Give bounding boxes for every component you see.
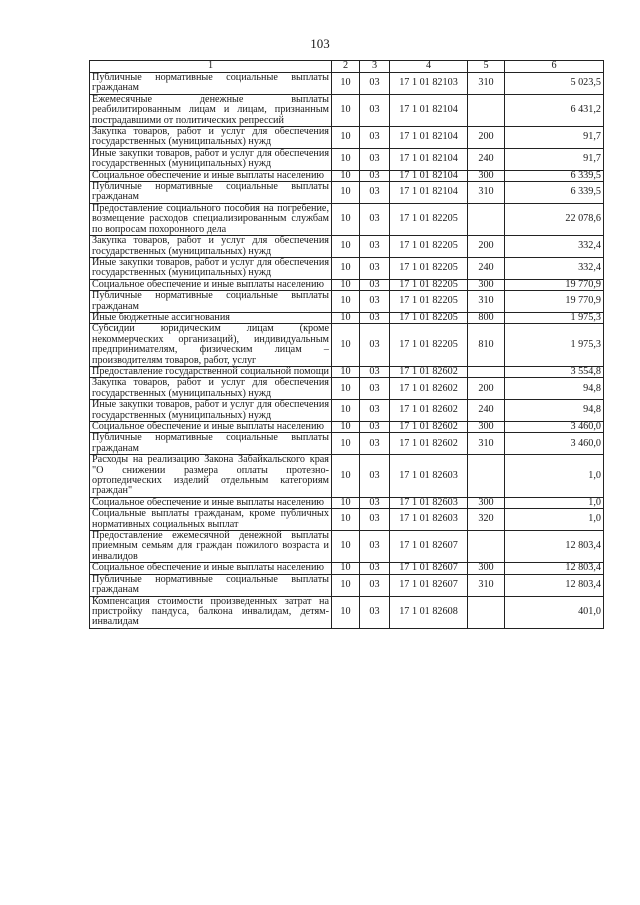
row-target-article-cell: 17 1 01 82104 (390, 182, 468, 204)
row-section-cell: 10 (332, 94, 360, 126)
row-section-cell: 10 (332, 497, 360, 508)
row-amount-cell: 6 339,5 (505, 182, 604, 204)
row-amount-cell: 19 770,9 (505, 291, 604, 313)
row-section-cell: 10 (332, 455, 360, 498)
table-row (90, 73, 604, 95)
table-row (90, 236, 604, 258)
row-amount-cell: 6 431,2 (505, 94, 604, 126)
row-subsection-cell: 03 (360, 531, 390, 563)
header-col-3: 3 (360, 61, 390, 73)
row-section-cell: 10 (332, 127, 360, 149)
table-row (90, 509, 604, 531)
row-name-cell: Социальное обеспечение и иные выплаты населению (90, 497, 332, 508)
row-subsection-cell: 03 (360, 73, 390, 95)
row-subsection-cell: 03 (360, 291, 390, 313)
row-section-cell: 10 (332, 422, 360, 433)
page-number: 103 (310, 36, 330, 51)
row-target-article-cell: 17 1 01 82603 (390, 455, 468, 498)
row-expense-type-cell: 200 (468, 127, 505, 149)
row-subsection-cell: 03 (360, 279, 390, 290)
row-subsection-cell: 03 (360, 312, 390, 323)
row-amount-cell: 3 460,0 (505, 422, 604, 433)
row-target-article-cell: 17 1 01 82603 (390, 509, 468, 531)
table-row (90, 455, 604, 498)
row-subsection-cell: 03 (360, 378, 390, 400)
row-section-cell: 10 (332, 400, 360, 422)
row-expense-type-cell: 240 (468, 148, 505, 170)
row-subsection-cell: 03 (360, 509, 390, 531)
row-expense-type-cell: 310 (468, 433, 505, 455)
table-row (90, 279, 604, 290)
row-target-article-cell: 17 1 01 82602 (390, 422, 468, 433)
row-section-cell: 10 (332, 574, 360, 596)
row-amount-cell: 94,8 (505, 400, 604, 422)
row-name-cell: Публичные нормативные социальные выплаты гражданам (90, 433, 332, 455)
row-subsection-cell: 03 (360, 497, 390, 508)
row-expense-type-cell (468, 366, 505, 377)
header-col-1: 1 (90, 61, 332, 73)
row-name-cell: Закупка товаров, работ и услуг для обеспечения государственных (муниципальных) нужд (90, 378, 332, 400)
row-amount-cell: 12 803,4 (505, 531, 604, 563)
table-body (90, 73, 604, 629)
row-section-cell: 10 (332, 509, 360, 531)
row-subsection-cell: 03 (360, 148, 390, 170)
row-subsection-cell: 03 (360, 324, 390, 367)
row-target-article-cell: 17 1 01 82603 (390, 497, 468, 508)
row-expense-type-cell: 200 (468, 378, 505, 400)
row-target-article-cell: 17 1 01 82205 (390, 279, 468, 290)
row-section-cell: 10 (332, 182, 360, 204)
row-expense-type-cell (468, 596, 505, 628)
row-target-article-cell: 17 1 01 82103 (390, 73, 468, 95)
row-subsection-cell: 03 (360, 400, 390, 422)
row-section-cell: 10 (332, 257, 360, 279)
table-row (90, 148, 604, 170)
row-subsection-cell: 03 (360, 203, 390, 235)
table-row (90, 574, 604, 596)
table-row (90, 182, 604, 204)
row-name-cell: Ежемесячные денежные выплаты реабилитированным лицам и лицам, признанным пострадавшими от политических репрессий (90, 94, 332, 126)
row-expense-type-cell: 200 (468, 236, 505, 258)
table-row (90, 291, 604, 313)
table-header-row (90, 61, 604, 73)
row-expense-type-cell: 300 (468, 279, 505, 290)
row-amount-cell: 1 975,3 (505, 312, 604, 323)
table-row (90, 563, 604, 574)
row-name-cell: Предоставление социального пособия на погребение, возмещение расходов специализированным службам по вопросам похоронного дела (90, 203, 332, 235)
table-row (90, 366, 604, 377)
row-name-cell: Иные бюджетные ассигнования (90, 312, 332, 323)
row-name-cell: Субсидии юридическим лицам (кроме некоммерческих организаций), индивидуальным предпринимателям, физическим лицам – производителям товаров, работ, услуг (90, 324, 332, 367)
row-amount-cell: 3 554,8 (505, 366, 604, 377)
row-expense-type-cell: 810 (468, 324, 505, 367)
row-name-cell: Публичные нормативные социальные выплаты гражданам (90, 574, 332, 596)
row-name-cell: Иные закупки товаров, работ и услуг для обеспечения государственных (муниципальных) нужд (90, 257, 332, 279)
row-expense-type-cell (468, 455, 505, 498)
row-expense-type-cell: 300 (468, 497, 505, 508)
row-section-cell: 10 (332, 531, 360, 563)
row-name-cell: Иные закупки товаров, работ и услуг для обеспечения государственных (муниципальных) нужд (90, 400, 332, 422)
row-subsection-cell: 03 (360, 574, 390, 596)
row-section-cell: 10 (332, 312, 360, 323)
table-row (90, 596, 604, 628)
row-expense-type-cell: 320 (468, 509, 505, 531)
table-row (90, 127, 604, 149)
row-amount-cell: 91,7 (505, 127, 604, 149)
row-subsection-cell: 03 (360, 127, 390, 149)
row-name-cell: Иные закупки товаров, работ и услуг для обеспечения государственных (муниципальных) нужд (90, 148, 332, 170)
row-section-cell: 10 (332, 433, 360, 455)
row-amount-cell: 3 460,0 (505, 433, 604, 455)
row-name-cell: Закупка товаров, работ и услуг для обеспечения государственных (муниципальных) нужд (90, 236, 332, 258)
table-row (90, 400, 604, 422)
row-expense-type-cell: 240 (468, 400, 505, 422)
table-row (90, 497, 604, 508)
row-section-cell: 10 (332, 73, 360, 95)
row-target-article-cell: 17 1 01 82607 (390, 574, 468, 596)
row-expense-type-cell: 240 (468, 257, 505, 279)
row-section-cell: 10 (332, 366, 360, 377)
row-expense-type-cell: 800 (468, 312, 505, 323)
row-amount-cell: 401,0 (505, 596, 604, 628)
row-name-cell: Публичные нормативные социальные выплаты гражданам (90, 291, 332, 313)
row-target-article-cell: 17 1 01 82607 (390, 563, 468, 574)
row-section-cell: 10 (332, 236, 360, 258)
row-name-cell: Предоставление государственной социальной помощи (90, 366, 332, 377)
row-target-article-cell: 17 1 01 82602 (390, 433, 468, 455)
row-subsection-cell: 03 (360, 563, 390, 574)
header-col-5: 5 (468, 61, 505, 73)
row-name-cell: Социальное обеспечение и иные выплаты населению (90, 170, 332, 181)
row-amount-cell: 332,4 (505, 257, 604, 279)
row-subsection-cell: 03 (360, 94, 390, 126)
row-expense-type-cell: 300 (468, 563, 505, 574)
row-section-cell: 10 (332, 596, 360, 628)
row-amount-cell: 1,0 (505, 509, 604, 531)
table-row (90, 94, 604, 126)
row-amount-cell: 19 770,9 (505, 279, 604, 290)
row-subsection-cell: 03 (360, 596, 390, 628)
row-name-cell: Социальное обеспечение и иные выплаты населению (90, 422, 332, 433)
row-expense-type-cell (468, 531, 505, 563)
row-target-article-cell: 17 1 01 82104 (390, 170, 468, 181)
table-row (90, 531, 604, 563)
row-target-article-cell: 17 1 01 82205 (390, 257, 468, 279)
row-amount-cell: 91,7 (505, 148, 604, 170)
row-name-cell: Социальное обеспечение и иные выплаты населению (90, 279, 332, 290)
row-target-article-cell: 17 1 01 82205 (390, 203, 468, 235)
row-section-cell: 10 (332, 291, 360, 313)
row-amount-cell: 1 975,3 (505, 324, 604, 367)
row-name-cell: Закупка товаров, работ и услуг для обеспечения государственных (муниципальных) нужд (90, 127, 332, 149)
row-name-cell: Социальное обеспечение и иные выплаты населению (90, 563, 332, 574)
row-target-article-cell: 17 1 01 82104 (390, 148, 468, 170)
row-section-cell: 10 (332, 324, 360, 367)
row-section-cell: 10 (332, 279, 360, 290)
header-col-6: 6 (505, 61, 604, 73)
table-row (90, 422, 604, 433)
table-row (90, 257, 604, 279)
row-subsection-cell: 03 (360, 257, 390, 279)
table-row (90, 203, 604, 235)
row-section-cell: 10 (332, 378, 360, 400)
row-target-article-cell: 17 1 01 82104 (390, 127, 468, 149)
row-amount-cell: 1,0 (505, 455, 604, 498)
row-subsection-cell: 03 (360, 236, 390, 258)
header-col-4: 4 (390, 61, 468, 73)
row-name-cell: Предоставление ежемесячной денежной выплаты приемным семьям для граждан пожилого возраста и инвалидов (90, 531, 332, 563)
row-target-article-cell: 17 1 01 82602 (390, 366, 468, 377)
row-target-article-cell: 17 1 01 82205 (390, 236, 468, 258)
row-name-cell: Компенсация стоимости произведенных затрат на пристройку пандуса, балкона инвалидам, детям-инвалидам (90, 596, 332, 628)
row-expense-type-cell: 310 (468, 574, 505, 596)
row-expense-type-cell: 300 (468, 422, 505, 433)
row-subsection-cell: 03 (360, 433, 390, 455)
table-row (90, 324, 604, 367)
row-expense-type-cell: 310 (468, 73, 505, 95)
row-subsection-cell: 03 (360, 170, 390, 181)
row-target-article-cell: 17 1 01 82602 (390, 378, 468, 400)
row-expense-type-cell: 310 (468, 182, 505, 204)
row-subsection-cell: 03 (360, 455, 390, 498)
budget-table (89, 60, 604, 629)
table-row (90, 170, 604, 181)
row-expense-type-cell: 300 (468, 170, 505, 181)
row-target-article-cell: 17 1 01 82104 (390, 94, 468, 126)
row-section-cell: 10 (332, 563, 360, 574)
row-amount-cell: 22 078,6 (505, 203, 604, 235)
row-section-cell: 10 (332, 148, 360, 170)
row-expense-type-cell (468, 94, 505, 126)
row-target-article-cell: 17 1 01 82205 (390, 291, 468, 313)
row-amount-cell: 12 803,4 (505, 574, 604, 596)
row-target-article-cell: 17 1 01 82607 (390, 531, 468, 563)
row-subsection-cell: 03 (360, 182, 390, 204)
row-target-article-cell: 17 1 01 82205 (390, 312, 468, 323)
row-name-cell: Социальные выплаты гражданам, кроме публичных нормативных социальных выплат (90, 509, 332, 531)
row-section-cell: 10 (332, 170, 360, 181)
table-row (90, 378, 604, 400)
table-row (90, 312, 604, 323)
row-target-article-cell: 17 1 01 82205 (390, 324, 468, 367)
row-amount-cell: 12 803,4 (505, 563, 604, 574)
header-col-2: 2 (332, 61, 360, 73)
row-name-cell: Публичные нормативные социальные выплаты гражданам (90, 182, 332, 204)
row-amount-cell: 1,0 (505, 497, 604, 508)
row-expense-type-cell (468, 203, 505, 235)
row-section-cell: 10 (332, 203, 360, 235)
row-subsection-cell: 03 (360, 422, 390, 433)
row-subsection-cell: 03 (360, 366, 390, 377)
row-name-cell: Расходы на реализацию Закона Забайкальского края "О снижении размера оплаты протезно-ортопедических изделий отдельным категориям граждан" (90, 455, 332, 498)
row-target-article-cell: 17 1 01 82608 (390, 596, 468, 628)
row-amount-cell: 94,8 (505, 378, 604, 400)
row-amount-cell: 6 339,5 (505, 170, 604, 181)
row-amount-cell: 5 023,5 (505, 73, 604, 95)
row-expense-type-cell: 310 (468, 291, 505, 313)
row-name-cell: Публичные нормативные социальные выплаты гражданам (90, 73, 332, 95)
row-target-article-cell: 17 1 01 82602 (390, 400, 468, 422)
table-row (90, 433, 604, 455)
row-amount-cell: 332,4 (505, 236, 604, 258)
